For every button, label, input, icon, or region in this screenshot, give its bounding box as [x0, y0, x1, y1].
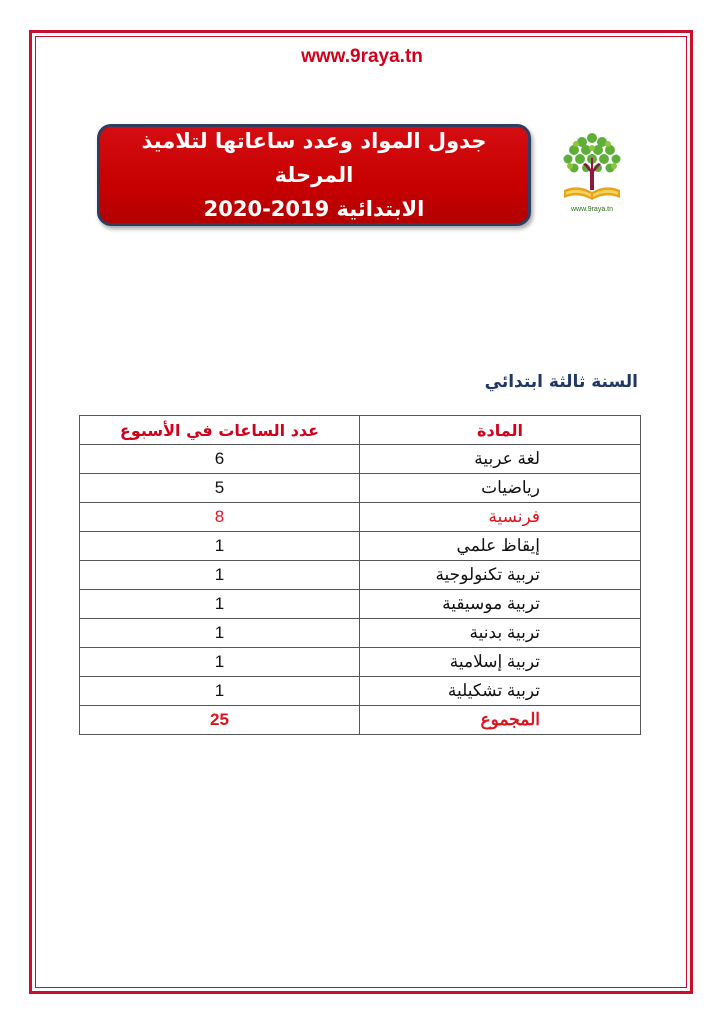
table-total-row: [80, 706, 641, 735]
title-banner: [97, 124, 531, 226]
subjects-table: [79, 415, 641, 735]
table-header-row: [80, 416, 641, 445]
subject-cell: تربية تكنولوجية: [360, 561, 641, 590]
subject-cell: فرنسية: [360, 503, 641, 532]
logo-caption: www.9raya.tn: [570, 206, 614, 213]
hours-cell: 1: [80, 677, 360, 706]
table-row: [80, 590, 641, 619]
subject-cell: تربية بدنية: [360, 619, 641, 648]
table-row: [80, 445, 641, 474]
table-row: [80, 561, 641, 590]
header-subject: المادة: [360, 416, 641, 445]
total-hours: 25: [80, 706, 360, 735]
hours-cell: 1: [80, 648, 360, 677]
subject-cell: تربية تشكيلية: [360, 677, 641, 706]
subject-cell: إيقاظ علمي: [360, 532, 641, 561]
hours-cell: 8: [80, 503, 360, 532]
subject-cell: لغة عربية: [360, 445, 641, 474]
hours-cell: 1: [80, 561, 360, 590]
hours-cell: 5: [80, 474, 360, 503]
site-url[interactable]: www.9raya.tn: [301, 46, 423, 67]
subject-cell: تربية موسيقية: [360, 590, 641, 619]
subject-cell: تربية إسلامية: [360, 648, 641, 677]
table-row: [80, 503, 641, 532]
subject-cell: رياضيات: [360, 474, 641, 503]
total-label: المجموع: [360, 706, 641, 735]
table-row: [80, 474, 641, 503]
table-row: [80, 677, 641, 706]
title-line-2: الابتدائية 2019-2020: [203, 197, 425, 221]
hours-cell: 6: [80, 445, 360, 474]
table-row: [80, 648, 641, 677]
hours-cell: 1: [80, 532, 360, 561]
table-row: [80, 619, 641, 648]
section-heading: السنة ثالثة ابتدائي: [484, 372, 638, 392]
hours-cell: 1: [80, 590, 360, 619]
header-hours: عدد الساعات في الأسبوع: [80, 416, 360, 445]
table-row: [80, 532, 641, 561]
hours-cell: 1: [80, 619, 360, 648]
title-line-1: جدول المواد وعدد ساعاتها لتلاميذ المرحلة: [141, 129, 487, 187]
